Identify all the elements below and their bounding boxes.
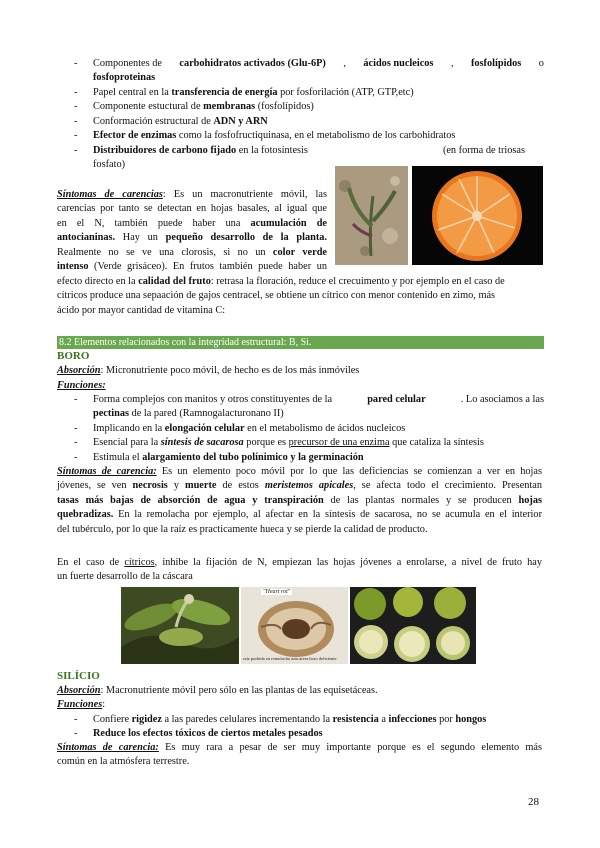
boro-heading: BORO xyxy=(57,350,90,362)
silicio-functions-label: Funciones: xyxy=(57,699,106,710)
silicio-heading: SILÍCIO xyxy=(57,670,100,682)
boro-citrus-paragraph: En el caso de cítricos, inhibe la fijación de N, empiezan las hojas jóvenes a enrolarse, a nivel de fruto hay un fuerte desarrollo de la cáscara xyxy=(57,557,542,583)
boron-deficient-plant-image xyxy=(121,587,239,664)
heart-rot-beet-image xyxy=(241,587,348,664)
boro-symptoms-paragraph: Síntomas de carencia: Es un elemento poco móvil por lo que las deficiencias se comienzan a ver en hojas jóvenes, se ven necrosis y muerte de estos meristemos apicales, se afecta todo el crecimiento. Presentan tasas más bajas de absorción de agua y transpiración de las plantas normales y se producen hojas quebradizas. En la remolacha por ejemplo, al afectar en la síntesis de sacarosa, no se acumula en el interior del tubérculo, por lo que la raíz es practicamente hueca y se pierde la calidad de producto. xyxy=(57,466,543,535)
boro-functions-label: Funciones: xyxy=(57,380,106,391)
phosphorus-symptoms-paragraph: Síntomas de carencias: Es un macronutriente móvil, las carencias por tanto se detectan en hojas basales, al igual que en el N, también puede haber una acumulación de antocianinas. Hay un pequeño desarrollo de la planta. Realmente no se ve una clorosis, si no un color verde intenso (Verde grisáceo). En frutos también puede haber un xyxy=(57,189,328,273)
silicio-absorption: Absorción: Macronutriente móvil pero sólo en las plantas de las equisetáceas. xyxy=(57,685,378,696)
phosphorus-symptoms-cont: efecto directo en la calidad del fruto: retrasa la floración, reduce el crecuimento y por ejemplo en el caso de cítricos produce una sepaación de gajos centracel, se obtiene un cítrico con menor contenido en zimo, más ácido por mayor cantidad de vitamina C: xyxy=(57,276,505,316)
orange-cross-section-image xyxy=(412,166,543,265)
heart-rot-caption: "Heart rot" xyxy=(263,589,291,595)
boro-absorption: Absorción: Micronutriente poco móvil, de hecho es de los más inmóviles xyxy=(57,365,360,376)
page-number: 28 xyxy=(528,796,539,808)
citrus-cross-section-image xyxy=(350,587,476,664)
document-page: - Componentes de carbohidratos activados (Glu-6P) , ácidos nucleicos , fosfolípidos o fosfoproteinas - Papel central en la transferencia de energía por fosforilación (ATP, GTP,etc) - Componente estuctural de membranas (fosfolípidos) - Conformación estructural de ADN y ARN - Efector de enzimas como la fosfofructiquinasa, en el metabolismo de los carbohidratos - Distribuidores de carbono fijado en la fotosíntesis (en forma de triosas fosfato) Síntomas de carencias: Es un macronutriente móvil, las carencias por tanto se detectan en hojas basales, al igual que en el N, también puede haber una acumulación de antocianinas. Hay un pequeño desarrollo de la planta. Realmente no se ve una clorosis, si no un color verde intenso (Verde grisáceo). En frutos también puede haber un efecto directo en la calidad del fruto: retrasa la floración, reduce el crecuimento y por ejemplo en el caso de cítricos produce una sepaación de gajos centracel, se obtiene un cítrico con menor contenido en zimo, más ácido por mayor cantidad de vitamina C: 8.2 Elementos relacionados con la integridad estructural: B, Si. BORO Absorción: Micronutriente poco móvil, de hecho es de los más inmóviles Funciones: - Forma complejos con manitos y otros constituyentes de la pared celular . Lo asociamos a las pectinas de la pared (Ramnogalacturonano II) - Implicando en la elongación celular en el metabolismo de ácidos nucleicos - Esencial para la síntesis de sacarosa porque es precursor de una enzima que cataliza la síntesis - Estimula el alargamiento del tubo polínimico y la germinación Síntomas de carencia: Es un elemento poco móvil por lo que las deficiencias se comienzan a ver en hojas jóvenes, se ven necrosis y muerte de estos meristemos apicales, se afecta todo el crecimiento. Presentan tasas más bajas de absorción de agua y transpiración de las plantas normales y se producen hojas quebradizas. En la remolacha por ejemplo, al afectar en la síntesis de sacarosa, no se acumula en el interior del tubérculo, por lo que la raíz es practicamente hueca y se pierde la calidad de producto. En el caso de cítricos, inhibe la fijación de N, empiezan las hojas jóvenes a enrolarse, a nivel de fruto hay un fuerte desarrollo de la cáscara "Heart rot" raíz podrida en remolacha azucarera boro deficiente SILÍCIO Absorción: Macronutriente móvil pero sólo en las plantas de las equisetáceas. Funciones: - Confiere rigidez a las paredes celulares incrementando la resistencia a infecciones por hongos - Reduce los efectos tóxicos de ciertos metales pesados Síntomas de carencia: Es muy rara a pesar de ser muy importante porque es el segundo elemento más común en la atmósfera terrestre. 28 xyxy=(57,58,544,808)
silicio-symptoms-paragraph: Síntomas de carencia: Es muy rara a pesar de ser muy importante porque es el segundo elemento más común en la atmósfera terrestre. xyxy=(57,742,542,768)
section-heading-bar: 8.2 Elementos relacionados con la integridad estructural: B, Si. xyxy=(57,336,544,349)
heart-rot-subcaption: raíz podrida en remolacha azucarera boro deficiente xyxy=(243,656,337,661)
corn-seedling-image xyxy=(335,166,408,265)
